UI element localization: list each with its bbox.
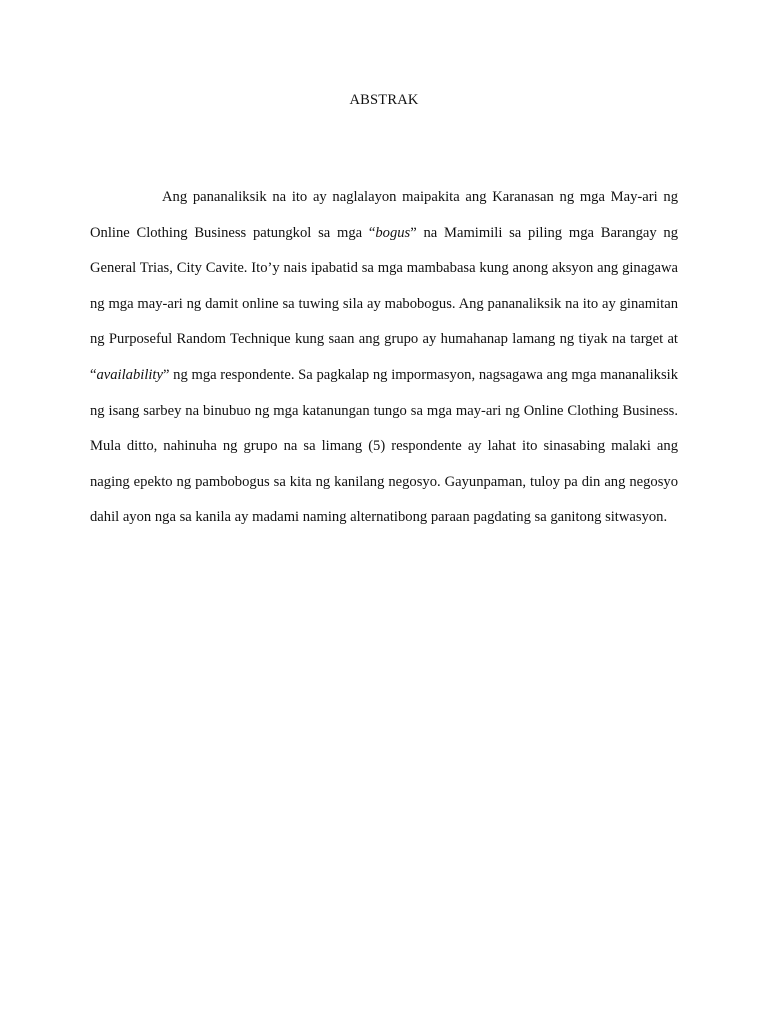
abstract-paragraph [90, 180, 678, 536]
abstract-text-part-1: Ang pananaliksik na ito ay naglalayon maipakita ang Karanasan ng mga May-ari ng Online Clothing Business patungkol sa mga “ [90, 189, 678, 241]
abstract-title: ABSTRAK [349, 92, 419, 108]
abstract-text-part-3: ” ng mga respondente. Sa pagkalap ng impormasyon, nagsagawa ang mga mananaliksik ng isang sarbey na binubuo ng mga katanungan tungo sa mga may-ari ng Online Clothing Business. Mula ditto, nahinuha ng grupo na sa limang (5) respondente ay lahat ito sinasabing malaki ang naging epekto ng pambobogus sa kita ng kanilang negosyo. Gayunpaman, tuloy pa din ang negosyo dahil ayon nga sa kanila ay madami naming alternatibong paraan pagdating sa ganitong sitwasyon. [90, 366, 678, 526]
term-availability: availability [96, 366, 163, 383]
term-bogus: bogus [375, 224, 411, 241]
abstract-text-part-2: ” na Mamimili sa piling mga Barangay ng General Trias, City Cavite. Ito’y nais ipabatid sa mga mambabasa kung anong aksyon ang ginagawa ng mga may-ari ng damit online sa tuwing sila ay mabobogus. Ang pananaliksik na ito ay ginamitan ng Purposeful Random Technique kung saan ang grupo ay humahanap lamang ng tiyak na target at “ [90, 224, 678, 383]
